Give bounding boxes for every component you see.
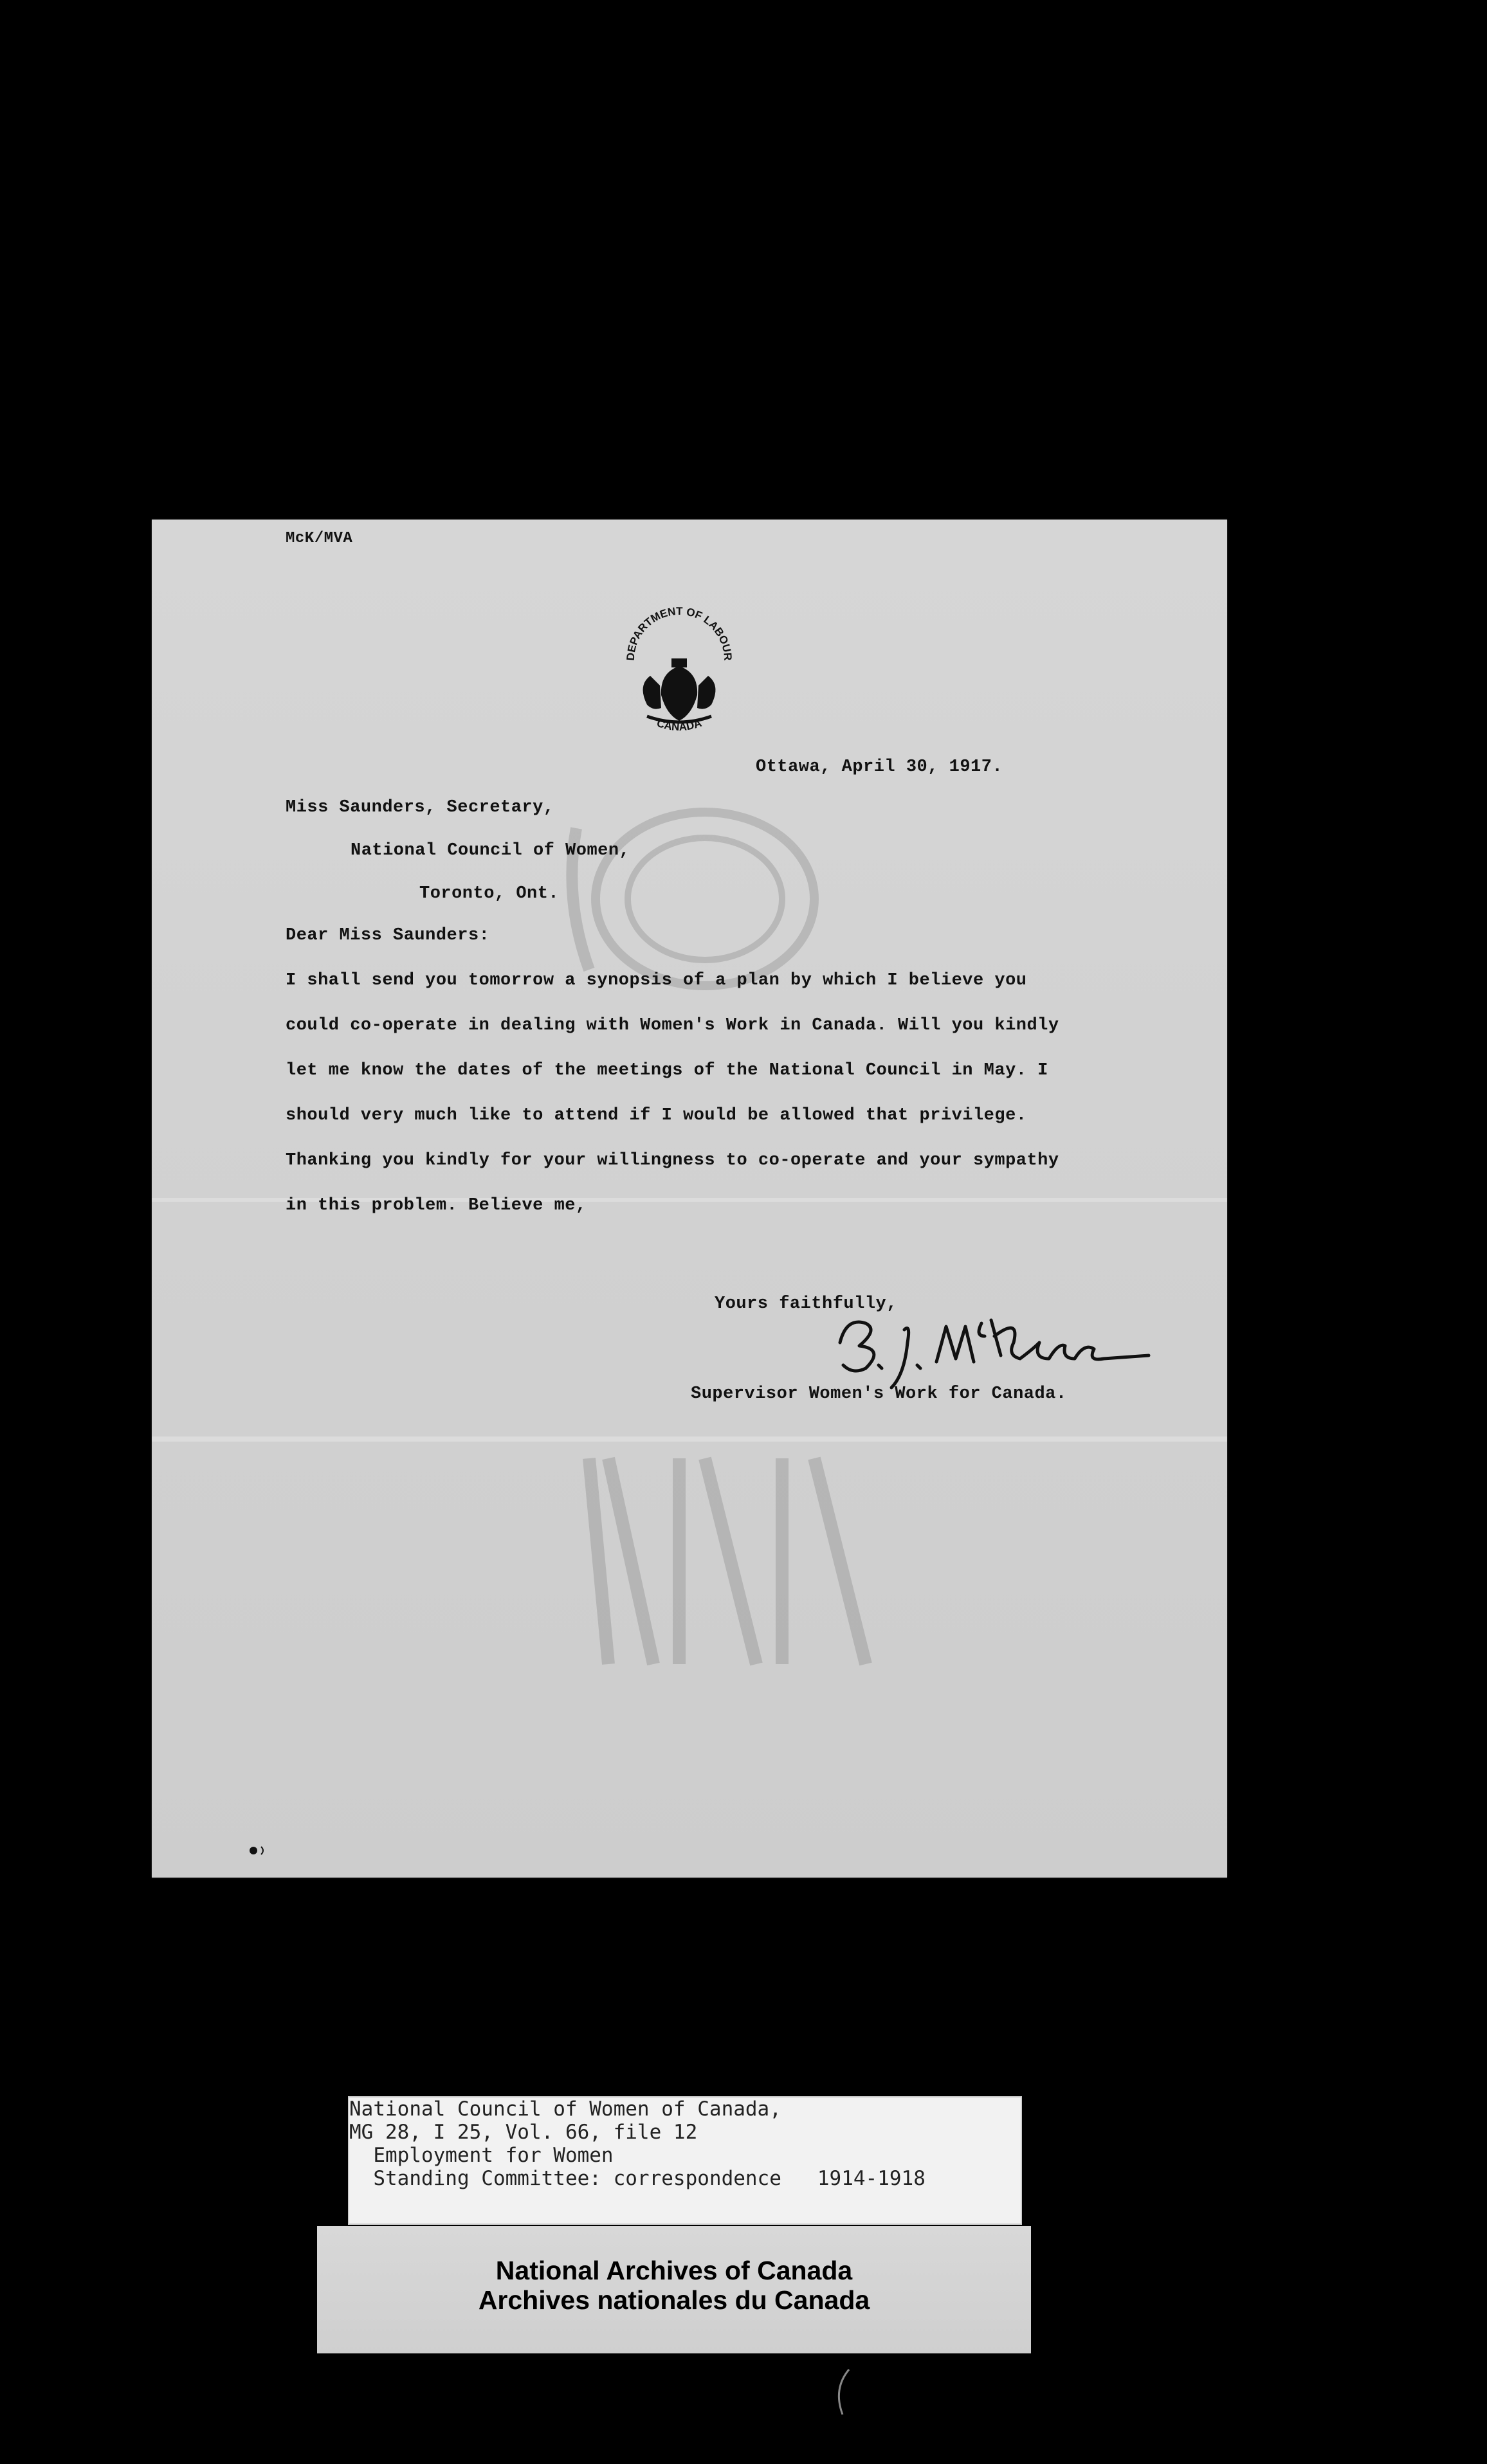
signer-title: Supervisor Women's Work for Canada. [691,1384,1067,1404]
stamp-line-english: National Archives of Canada [495,2256,853,2285]
label-line: National Council of Women of Canada, [349,2097,781,2121]
svg-text:DEPARTMENT OF LABOUR: DEPARTMENT OF LABOUR [624,604,734,661]
watermark-seal [538,802,821,995]
letter-sheet [152,520,1227,1878]
stray-ink-mark [248,1844,268,1857]
department-crest-logo [621,602,737,743]
label-line: Employment for Women [349,2144,614,2167]
handwritten-signature [827,1298,1162,1394]
body-line: should very much like to attend if I would be allowed that privilege. [286,1106,1027,1125]
watermark-text [570,1433,891,1677]
recipient-line-name: Miss Saunders, Secretary, [286,798,554,817]
letter-date: Ottawa, April 30, 1917. [756,757,1003,777]
body-line: I shall send you tomorrow a synopsis of a plan by which I believe you [286,971,1027,990]
label-line: MG 28, I 25, Vol. 66, file 12 [349,2121,698,2144]
stamp-line-french: Archives nationales du Canada [478,2285,870,2315]
stray-mark [830,2366,855,2418]
body-line: let me know the dates of the meetings of the National Council in May. I [286,1061,1048,1080]
recipient-line-organization: National Council of Women, [351,841,630,860]
reference-initials: McK/MVA [286,530,353,547]
svg-text:CANADA: CANADA [655,716,704,734]
archive-stamp [317,2226,1031,2353]
archive-reference-label [348,2096,1022,2225]
recipient-line-city: Toronto, Ont. [419,884,560,903]
body-line: Thanking you kindly for your willingness to co-operate and your sympathy [286,1151,1059,1170]
salutation: Dear Miss Saunders: [286,926,490,945]
closing: Yours faithfully, [715,1294,897,1314]
body-line: could co-operate in dealing with Women's Work in Canada. Will you kindly [286,1016,1059,1035]
body-line: in this problem. Believe me, [286,1196,587,1215]
label-line: Standing Committee: correspondence 1914-1918 [349,2167,926,2190]
